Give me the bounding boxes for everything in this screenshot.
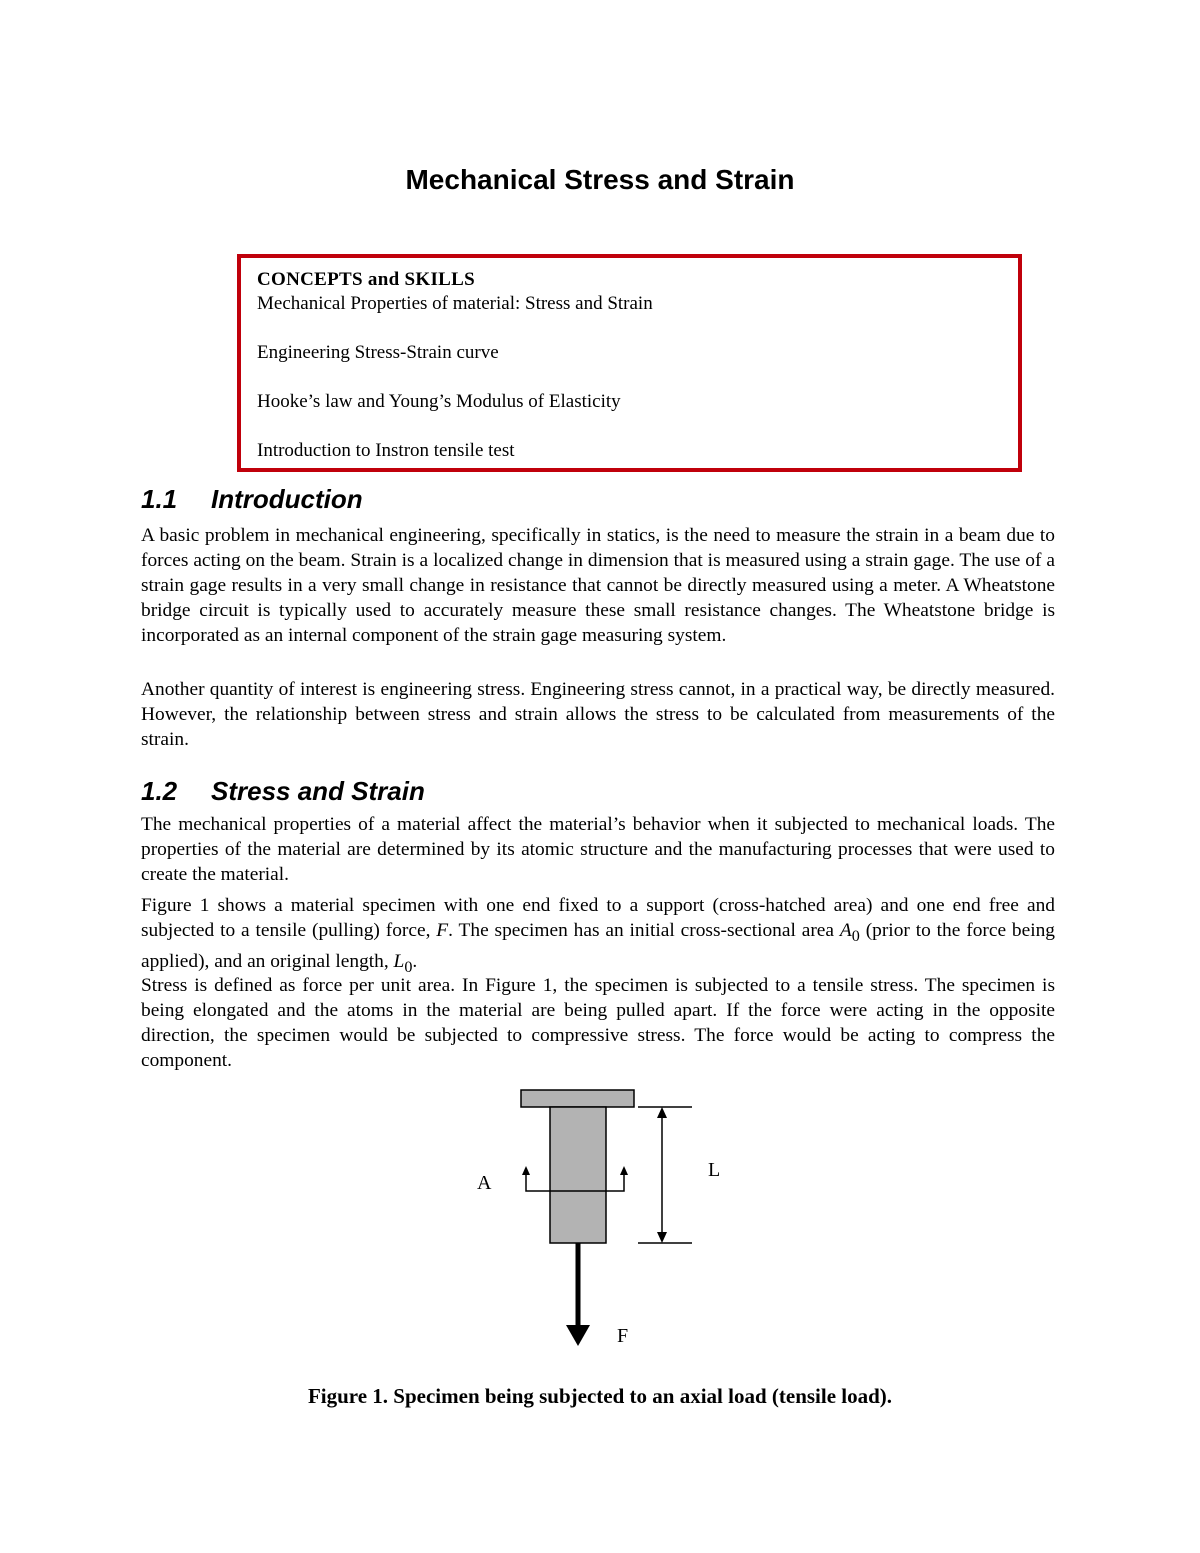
concepts-item: Engineering Stress-Strain curve — [257, 342, 499, 363]
arrow-up-icon — [657, 1107, 667, 1118]
body-paragraph: Stress is defined as force per unit area. In Figure 1, the specimen is subjected to a tensile stress. The specimen is being elongated and the atoms in the material are being pulled apart. If the force were acting in the opposite direction, the specimen would be subjected to compressive stress. The force would be acting to compress the component. — [141, 975, 1055, 1071]
length-label: L — [708, 1159, 721, 1181]
force-variable: F — [436, 920, 449, 941]
section-title: Stress and Strain — [211, 776, 425, 806]
concepts-item: Hooke’s law and Young’s Modulus of Elasticity — [257, 391, 621, 412]
section-number: 1.1 — [141, 484, 178, 514]
length-variable: L — [393, 950, 405, 972]
page-title: Mechanical Stress and Strain — [405, 164, 795, 195]
section-heading-introduction — [141, 484, 363, 515]
concepts-list — [257, 268, 653, 463]
body-paragraph: The mechanical properties of a material affect the material’s behavior when it subjected to mechanical loads. The properties of the material are determined by its atomic structure and the manufacturing processes that were used to create the material. — [141, 814, 1055, 885]
figure-caption: Figure 1. Specimen being subjected to an axial load (tensile load). — [307, 1384, 893, 1408]
arrow-up-icon — [620, 1166, 628, 1175]
concepts-heading: CONCEPTS and SKILLS — [257, 269, 475, 290]
force-label: F — [617, 1325, 629, 1347]
area-variable: A — [839, 920, 852, 941]
section-title: Introduction — [211, 484, 363, 514]
section-number: 1.2 — [141, 776, 178, 806]
specimen-body — [550, 1107, 606, 1243]
section-heading-stress-strain — [141, 776, 425, 807]
specimen-figure — [440, 1080, 760, 1360]
force-arrow-head-icon — [566, 1325, 590, 1346]
area-label: A — [477, 1172, 492, 1194]
arrow-up-icon — [522, 1166, 530, 1175]
body-paragraph: A basic problem in mechanical engineering, specifically in statics, is the need to measure the strain in a beam due to forces acting on the beam. Strain is a localized change in dimension that is measured using a strain gage. The use of a strain gage results in a very small change in resistance that cannot be directly measured using a meter. A Wheatstone bridge circuit is typically used to accurately measure these small resistance changes. The Wheatstone bridge is incorporated as an internal component of the strain gage measuring system. — [141, 525, 1055, 646]
support-plate — [521, 1090, 634, 1107]
concepts-item: Mechanical Properties of material: Stress and Strain — [257, 293, 653, 314]
body-paragraph: Another quantity of interest is engineering stress. Engineering stress cannot, in a practical way, be directly measured. However, the relationship between stress and strain allows the stress to be calculated from measurements of the strain. — [141, 679, 1055, 750]
arrow-down-icon — [657, 1232, 667, 1243]
concepts-box — [237, 254, 1022, 472]
figure-description-paragraph: Figure 1 shows a material specimen with one end fixed to a support (cross-hatched area) and one end free and subjected to a tensile (pulling) force, F. The specimen has an initial cross-sectional area $A_0$ (prior to the force being applied), and an original length, $L_0$. — [141, 895, 1056, 976]
concepts-item: Introduction to Instron tensile test — [257, 440, 515, 461]
